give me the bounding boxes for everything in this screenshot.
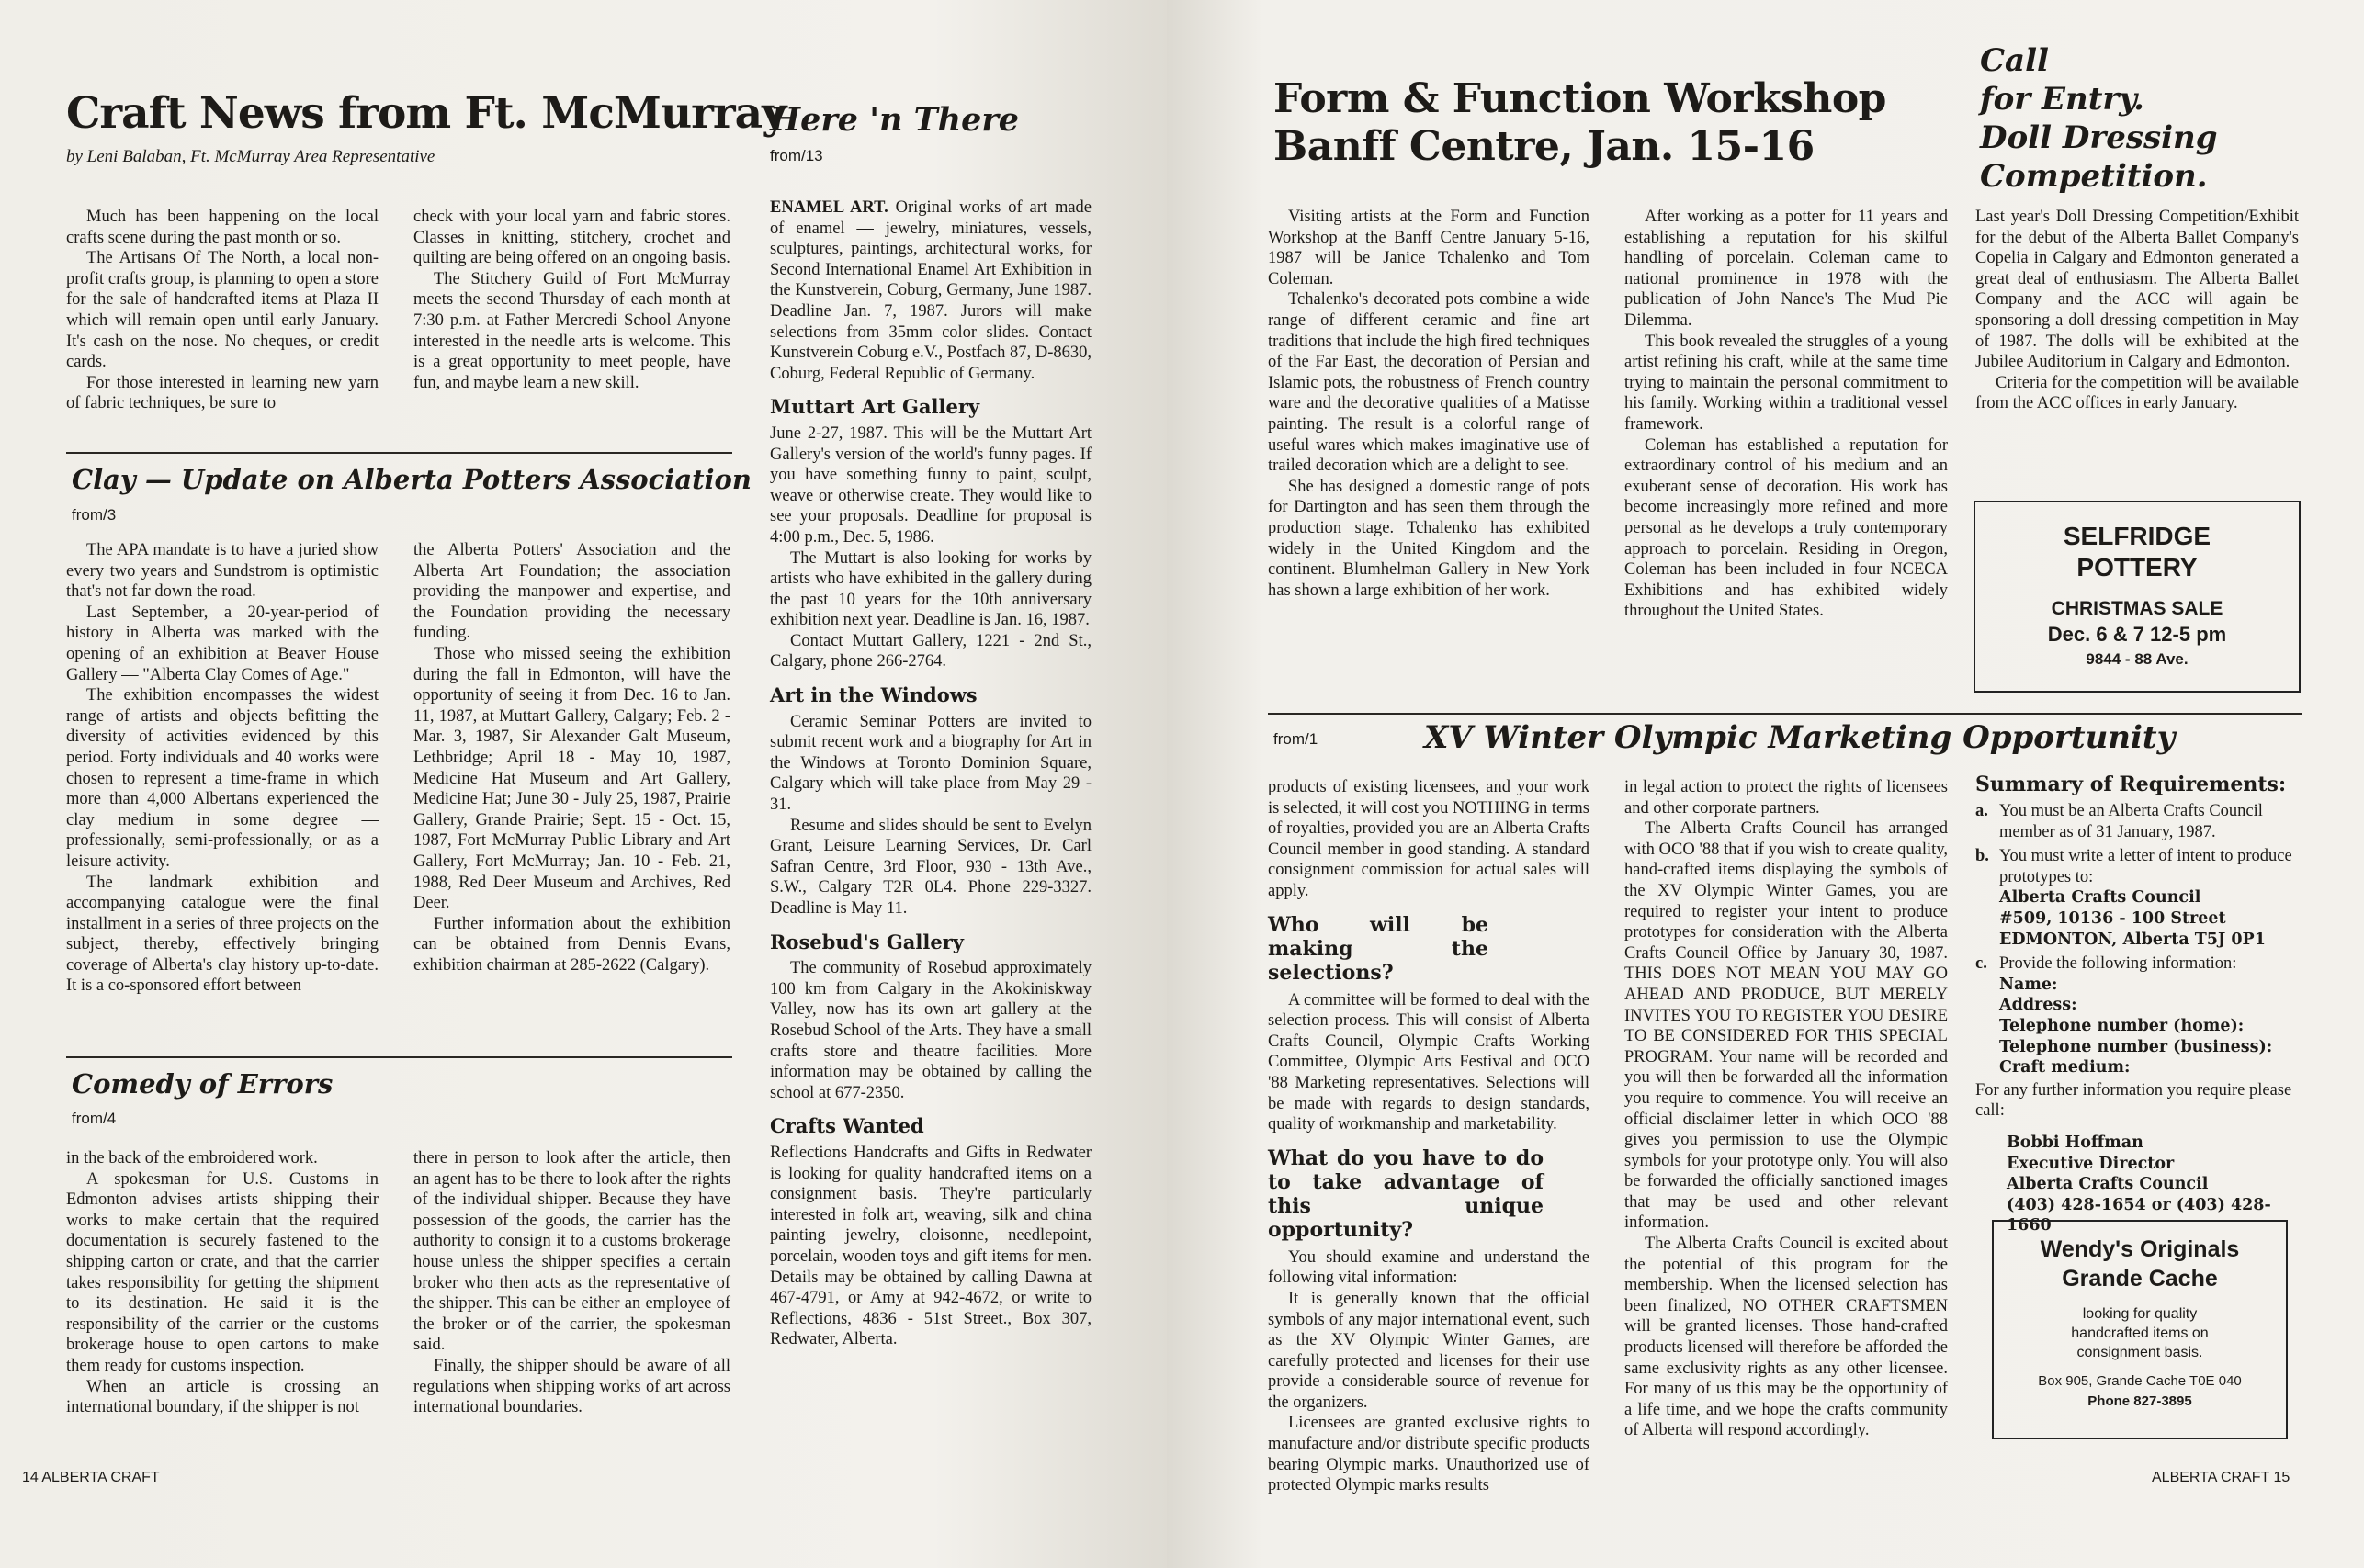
paragraph: The community of Rosebud approximately 100 km from Calgary in the Akokiniskway Valley, now has its own art gallery at the Rosebud School of the Arts. They have a small crafts store and theatre facilities. More information may be obtained by calling the school at 677-2350. <box>770 959 1092 1102</box>
paragraph: The Alberta Crafts Council has arranged with OCO '88 that if you wish to create quality, hand-crafted items displaying the symbols of the XV Olympic Winter Games, you are required to register your intent to produce prototypes for consideration with the Alberta Crafts Council Office by January 30, 1987. THIS DOES NOT MEAN YOU MAY GO AHEAD AND PRODUCE, BUT MERELY INVITES YOU TO REGISTER YOU DESIRE TO BE CONSIDERED FOR THIS SPECIAL PROGRAM. Your name will be recorded and you will then be forwarded all the information you require to commence. You will receive an official disclaimer letter in which OCO '88 gives you permission to use the Olympic symbols for your prototype only. You will also be forwarded the officially sanctioned images that may be used and other relevant information. <box>1624 819 1948 1233</box>
address-line: EDMONTON, Alberta T5J 0P1 <box>1999 930 2266 949</box>
paragraph: Criteria for the competition will be available from the ACC offices in early January. <box>1975 373 2299 413</box>
requirement-a <box>1975 801 2306 842</box>
comedy-column-1 <box>66 1148 379 1418</box>
olympic-continued-label: from/1 <box>1273 730 1318 748</box>
info-item: Telephone number (home): <box>1999 1016 2245 1035</box>
paragraph: Finally, the shipper should be aware of all regulations when shipping works of art across international boundaries. <box>413 1356 730 1417</box>
wendys-text-line: handcrafted items on <box>2071 1325 2209 1341</box>
paragraph: The Artisans Of The North, a local non-profit crafts group, is planning to open a store for the sale of handcrafted items at Plaza II which will remain open until early January. It's cash on the nose. No cheques, or credit cards. <box>66 249 379 372</box>
selfridge-address: 9844 - 88 Ave. <box>2086 650 2189 668</box>
requirement-b-label: b. <box>1975 847 1989 866</box>
section-divider <box>1268 713 2302 715</box>
requirement-a-label: a. <box>1975 802 1988 820</box>
paragraph: This book revealed the struggles of a young artist refining his craft, while at the same time trying to maintain the personal commitment to his family. Working within a traditional vessel framework. <box>1624 332 1948 434</box>
clay-column-1 <box>66 540 379 997</box>
ftmcmurray-byline: by Leni Balaban, Ft. McMurray Area Representative <box>66 147 435 166</box>
further-info-text: For any further information you require please call: <box>1975 1080 2292 1121</box>
paragraph: The Alberta Crafts Council is excited about the potential of this program for the membership. When the licensed selection has been finalized, NO OTHER CRAFTSMEN will be granted licenses. Those hand-crafted products licensed will therefore be afforded the same exclusivity rights as any other licensee. For many of us this may be the opportunity of a life time, and we hope the crafts community of Alberta will respond accordingly. <box>1624 1235 1948 1440</box>
info-item: Craft medium: <box>1999 1058 2131 1077</box>
doll-headline-line: Competition. <box>1980 158 2208 195</box>
requirement-b <box>1975 846 2306 887</box>
wendys-name-line-1: Wendy's Originals <box>2040 1236 2240 1262</box>
requirements-summary <box>1975 772 2306 1236</box>
paragraph: When an article is crossing an international boundary, if the shipper is not <box>66 1377 379 1417</box>
workshop-column-1 <box>1268 207 1589 601</box>
contact-line: (403) 428-1654 or (403) 428-1660 <box>2007 1195 2271 1235</box>
doll-competition-body <box>1975 207 2299 414</box>
paragraph: For those interested in learning new yarn of fabric techniques, be sure to <box>66 373 379 413</box>
enamel-art-item <box>770 197 1092 384</box>
page-footer-left: 14 ALBERTA CRAFT <box>22 1470 160 1485</box>
paragraph: The landmark exhibition and accompanying catalogue were the final installment in a series of three projects on the subject, thereby, effectively bringing coverage of Alberta's clay history up-to-date. It is a co-sponsored effort between <box>66 873 379 996</box>
paragraph: Further information about the exhibition can be obtained from Dennis Evans, exhibition chairman at 285-2622 (Calgary). <box>413 914 730 975</box>
info-item: Name: <box>1999 975 2058 994</box>
paragraph: Tchalenko's decorated pots combine a wide range of different ceramic and fine art traditions that include the high fired techniques of the Far East, the decoration of Persian and Islamic pots, the robustness of French country ware and the decorative qualities of a Matisse painting. The result is a colorful range of useful wares which makes imaginative use of trailed decoration which are a delight to see. <box>1268 290 1589 476</box>
section-divider <box>66 1056 732 1058</box>
selfridge-date: Dec. 6 & 7 12-5 pm <box>2047 623 2227 646</box>
selfridge-name-line-2: POTTERY <box>2076 553 2198 581</box>
clay-column-2 <box>413 540 730 976</box>
doll-headline-line: Call <box>1980 42 2049 79</box>
enamel-art-lead: ENAMEL ART. <box>770 198 888 217</box>
muttart-subheading: Muttart Art Gallery <box>770 395 980 419</box>
paragraph: It is generally known that the official symbols of any major international event, such as the XV Olympic Winter Games, are carefully protected and licenses for their use provide a considerable source of revenue for the organizers. <box>1268 1289 1589 1412</box>
selfridge-pottery-ad <box>1974 501 2301 693</box>
paragraph: Much has been happening on the local crafts scene during the past month or so. <box>66 208 379 247</box>
paragraph: The Muttart is also looking for works by artists who have exhibited in the gallery during the past 10 years for the 10th anniversary exhibition next year. Deadline is Jan. 16, 1987. <box>770 548 1092 630</box>
contact-line: Alberta Crafts Council <box>2007 1175 2209 1194</box>
paragraph: in the back of the embroidered work. <box>66 1149 318 1168</box>
workshop-headline <box>1273 75 1886 171</box>
rosebud-subheading: Rosebud's Gallery <box>770 930 964 953</box>
paragraph: Visiting artists at the Form and Function Workshop at the Banff Centre January 5-16, 1987 will be Janice Tchalenko and Tom Coleman. <box>1268 208 1589 288</box>
selfridge-name-line-1: SELFRIDGE <box>2063 522 2211 550</box>
acc-mailing-address <box>1975 887 2306 950</box>
here-n-there-headline: Here 'n There <box>770 101 1020 139</box>
olympic-column-1 <box>1268 777 1589 1496</box>
paragraph: Contact Muttart Gallery, 1221 - 2nd St., Calgary, phone 266-2764. <box>770 631 1092 671</box>
requirement-c-label: c. <box>1975 954 1987 974</box>
requirement-c-text: Provide the following information: <box>1999 954 2237 974</box>
ftmcmurray-column-2 <box>413 207 730 393</box>
section-divider <box>66 452 732 454</box>
wendys-address: Box 905, Grande Cache T0E 040 <box>2038 1373 2242 1389</box>
paragraph: in legal action to protect the rights of licensees and other corporate partners. <box>1624 778 1948 818</box>
paragraph: The Stitchery Guild of Fort McMurray meets the second Thursday of each month at 7:30 p.m. at Father Mercredi School Anyone interested in the needle arts is welcome. This is a great opportunity to meet people, have fun, and maybe learn a new skill. <box>413 269 730 392</box>
contact-line: Bobbi Hoffman <box>2007 1133 2143 1152</box>
workshop-column-2 <box>1624 207 1948 622</box>
workshop-headline-line-2: Banff Centre, Jan. 15-16 <box>1273 123 1815 170</box>
paragraph: The exhibition encompasses the widest range of artists and objects befitting the diversity of activities evidenced by this period. Forty individuals and 40 works were chosen to represent a time-frame in which more than 4,000 Albertans experienced the clay medium in some degree — professionally, semi-professionally, or as a leisure activity. <box>66 686 379 871</box>
paragraph: Last September, a 20-year-period of history in Alberta was marked with the opening of an exhibition at Beaver House Gallery — "Alberta Clay Comes of Age." <box>66 603 379 684</box>
page-footer-right: ALBERTA CRAFT 15 <box>2152 1470 2290 1485</box>
paragraph: A committee will be formed to deal with the selection process. This will consist of Alberta Crafts Council, Olympic Crafts Working Committee, Olympic Arts Festival and OCO '88 Marketing representatives. Selections will be made with regards to design standards, quality of workmanship and marketability. <box>1268 990 1589 1134</box>
paragraph: Those who missed seeing the exhibition during the fall in Edmonton, will have the opportunity of seeing it from Dec. 16 to Jan. 11, 1987, at Muttart Gallery, Calgary; Feb. 2 - Mar. 3, 1987, Sir Alexander Galt Museum, Lethbridge; April 18 - May 10, 1987, Medicine Hat Museum and Art Gallery, Medicine Hat; June 30 - July 25, 1987, Prairie Gallery, Grande Prairie; Sept. 15 - Oct. 15, 1987, Fort McMurray Public Library and Art Gallery, Fort McMurray; Jan. 10 - Feb. 21, 1988, Red Deer Museum and Archives, Red Deer. <box>413 644 730 913</box>
clay-continued-label: from/3 <box>72 506 117 524</box>
paragraph: the Alberta Potters' Association and the Alberta Art Foundation; the association providing the manpower and expertise, and the Foundation providing the necessary funding. <box>413 541 730 643</box>
paragraph: She has designed a domestic range of pots for Dartington and has seen them through the production stage. Tchalenko has exhibited widely in the United Kingdom and the continent. Blumhelman Gallery in New York has shown a large exhibition of her work. <box>1268 477 1589 600</box>
paragraph: A spokesman for U.S. Customs in Edmonton advises artists shipping their works to make certain that the required documentation is securely fastened to the shipping carton or crate, and that the carrier takes responsibility for getting the shipment to its destination. He said it is the responsibility of the carrier or the customs brokerage house to open cartons to make them ready for customs inspection. <box>66 1169 379 1375</box>
comedy-column-2 <box>413 1148 730 1418</box>
wendys-text-line: looking for quality <box>2082 1306 2198 1322</box>
ftmcmurray-headline: Craft News from Ft. McMurray <box>66 88 786 139</box>
wendys-phone: Phone 827-3895 <box>2087 1393 2192 1409</box>
paragraph: Ceramic Seminar Potters are invited to submit recent work and a biography for Art in the Windows at Toronto Dominion Square, Calgary which will take place from May 29 - 31. <box>770 712 1092 815</box>
address-line: #509, 10136 - 100 Street <box>1999 908 2226 928</box>
here-n-there-continued-label: from/13 <box>770 147 823 164</box>
opportunity-question-heading: What do you have to do to take advantage of this unique opportunity? <box>1268 1145 1544 1242</box>
wendys-name-line-2: Grande Cache <box>2062 1266 2218 1292</box>
paragraph: there in person to look after the article, then an agent has to be there to look after the rights of the individual shipper. Because they have possession of the goods, the carrier has the authority to consign it to a customs brokerage house unless the shipper specifies a certain broker who then acts as the representative of the shipper. This can be either an employee of the broker or of the carrier, the spokesman said. <box>413 1149 730 1355</box>
requirement-c <box>1975 953 2306 975</box>
info-item: Address: <box>1999 996 2077 1015</box>
info-item: Telephone number (business): <box>1999 1037 2273 1056</box>
paragraph: Reflections Handcrafts and Gifts in Redwater is looking for quality handcrafted items on a consignment basis. They're particularly interested in folk art, weaving, silk and china painting jewelry, cloisonne, needlepoint, porcelain, wooden toys and gift items for men. Details may be obtained by calling Dawna at 467-4791, or Amy at 942-4672, or write to Reflections, 4836 - 51st Street., Box 307, Redwater, Alberta. <box>770 1143 1092 1349</box>
paragraph: You should examine and understand the following vital information: <box>1268 1247 1589 1288</box>
doll-headline-line: for Entry. <box>1980 81 2144 118</box>
requirement-a-text: You must be an Alberta Crafts Council member as of 31 January, 1987. <box>1999 802 2263 841</box>
workshop-headline-line-1: Form & Function Workshop <box>1273 75 1886 122</box>
paragraph: Last year's Doll Dressing Competition/Exhibit for the debut of the Alberta Ballet Company's Copelia in Calgary and Edmonton generated a great deal of enthusiasm. The Alberta Ballet Company and the ACC will again be sponsoring a doll dressing competition in May of 1987. The dolls will be exhibited at the Jubilee Auditorium in Calgary and Edmonton. <box>1975 208 2299 372</box>
requirement-b-text: You must write a letter of intent to produce prototypes to: <box>1999 847 2292 886</box>
paragraph: check with your local yarn and fabric stores. Classes in knitting, stitchery, crochet and quilting are being offered on an ongoing basis. <box>413 208 730 268</box>
olympic-headline: XV Winter Olympic Marketing Opportunity <box>1424 719 2176 756</box>
paragraph: The APA mandate is to have a juried show every two years and Sundstrom is optimistic that's not far down the road. <box>66 541 379 602</box>
doll-competition-headline <box>1980 41 2218 196</box>
doll-headline-line: Doll Dressing <box>1980 119 2218 156</box>
paragraph: Coleman has established a reputation for extraordinary control of his medium and an exuberant sense of decoration. His work has become increasingly more refined and more personal as he develops a truly contemporary approach to porcelain. Residing in Oregon, Coleman has been included in four NCECA Exhibitions and has exhibited widely throughout the United States. <box>1624 435 1948 621</box>
selection-question-heading: Who will be making the selections? <box>1268 912 1488 985</box>
paragraph: products of existing licensees, and your work is selected, it will cost you NOTHING in terms of royalties, provided you are an Alberta Crafts Council member in good standing. A standard consignment commission for actual sales will apply. <box>1268 778 1589 900</box>
ftmcmurray-column-1 <box>66 207 379 414</box>
enamel-art-text: Original works of art made of enamel — jewelry, miniatures, vessels, sculptures, paintings, architectural works, for Second International Enamel Art Exhibition in the Kunstverein, Coburg, Germany, June 1987. Deadline Jan. 7, 1987. Jurors will make selections from 35mm color slides. Contact Kunstverein Coburg e.V., Postfach 87, D-8630, Coburg, Federal Republic of Germany. <box>770 198 1092 383</box>
paragraph: Resume and slides should be sent to Evelyn Grant, Leisure Learning Services, Dr. Carl Safran Centre, 3rd Floor, 930 - 13th Ave., S.W., Calgary T2R 0L4. Phone 229-3327. Deadline is May 11. <box>770 816 1092 918</box>
art-in-the-windows-subheading: Art in the Windows <box>770 683 978 707</box>
paragraph: June 2-27, 1987. This will be the Muttart Art Gallery's version of the world's funny pages. If you have something funny to paint, sculpt, weave or otherwise create. They would like to see your proposals. Deadline for proposal is 4:00 p.m., Dec. 5, 1986. <box>770 423 1092 547</box>
contact-line: Executive Director <box>2007 1154 2175 1173</box>
comedy-continued-label: from/4 <box>72 1110 117 1127</box>
here-n-there-column <box>770 197 1092 1350</box>
comedy-headline: Comedy of Errors <box>72 1068 334 1100</box>
paragraph: Licensees are granted exclusive rights to manufacture and/or distribute specific products bearing Olympic marks. Unauthorized use of protected Olympic marks results <box>1268 1414 1589 1495</box>
wendys-originals-ad <box>1992 1220 2288 1439</box>
selfridge-event: CHRISTMAS SALE <box>2051 598 2223 619</box>
olympic-column-2 <box>1624 777 1948 1441</box>
wendys-text-line: consignment basis. <box>2076 1345 2203 1360</box>
required-information-list <box>1975 975 2306 1078</box>
paragraph: After working as a potter for 11 years and establishing a reputation for his skilful handling of porcelain. Coleman came to national prominence in 1978 with the publication of John Nance's The Mud Pie Dilemma. <box>1624 208 1948 330</box>
clay-headline: Clay — Update on Alberta Potters Association <box>72 464 752 495</box>
requirements-heading: Summary of Requirements: <box>1975 773 2287 796</box>
crafts-wanted-subheading: Crafts Wanted <box>770 1114 924 1138</box>
left-page <box>0 0 1167 1568</box>
right-page <box>1167 0 2364 1568</box>
address-line: Alberta Crafts Council <box>1999 888 2201 908</box>
